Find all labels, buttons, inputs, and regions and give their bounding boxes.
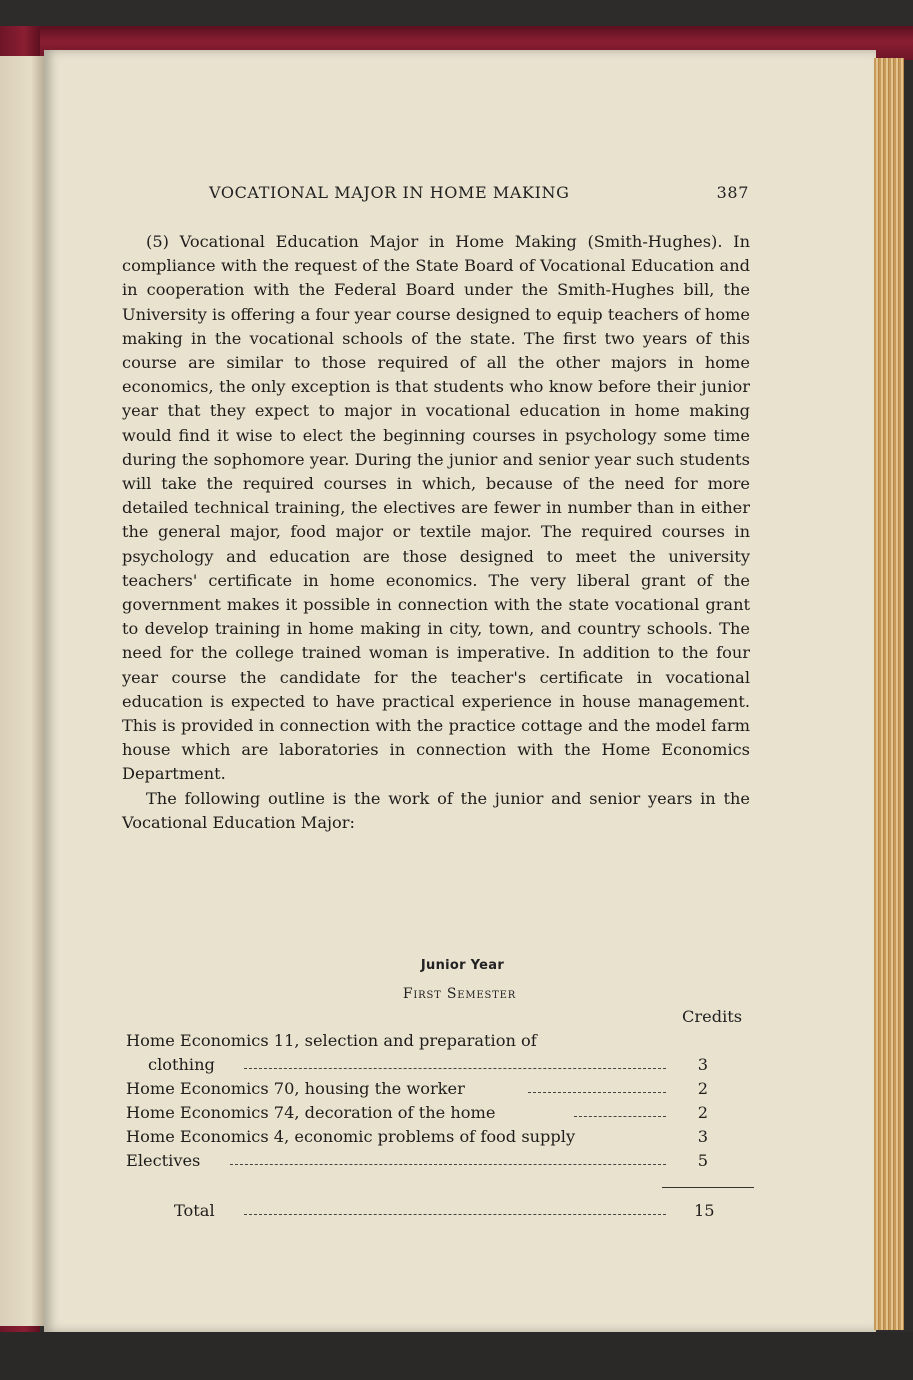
course-label: Home Economics 74, decoration of the home (126, 1103, 496, 1122)
course-row (126, 1127, 706, 1151)
course-credits: 3 (697, 1127, 708, 1146)
course-credits: 2 (697, 1103, 708, 1122)
course-row (126, 1031, 706, 1055)
page-edges (874, 58, 904, 1330)
background-bottom (0, 1332, 913, 1380)
paragraph-vocational-major: (5) Vocational Education Major in Home Making (Smith-Hughes). In compliance with the request of the State Board of Vocational Education and in cooperation with the Federal Board under the Smith-Hughes bill, the University is offering a four year course designed to equip teachers of home making in the vocational schools of the state. The first two years of this course are similar to those required of all the other majors in home economics, the only exception is that students who know before their junior year that they expect to major in vocational education in home making would find it wise to elect the beginning courses in psychology some time during the sophomore year. During the junior and senior year such students will take the required courses in which, because of the need for more detailed technical training, the electives are fewer in number than in either the general major, food major or textile major. The required courses in psychology and education are those designed to meet the university teachers' certificate in home economics. The very liberal grant of the government makes it possible in connection with the state vocational grant to develop training in home making in city, town, and country schools. The need for the college trained woman is imperative. In addition to the four year course the candidate for the teacher's certificate in vocational education is expected to have practical experience in house management. This is provided in connection with the practice cottage and the model farm house which are laboratories in connection with the Home Economics Department. (122, 232, 750, 784)
course-label-continued: clothing (148, 1055, 215, 1074)
paragraph-outline-intro: The following outline is the work of the junior and senior years in the Vocational Education Major: (122, 788, 750, 832)
course-label: Electives (126, 1151, 201, 1170)
leader-dots (528, 1092, 666, 1093)
total-row (126, 1201, 715, 1225)
credits-heading: Credits (682, 1007, 743, 1026)
course-label: Home Economics 70, housing the worker (126, 1079, 465, 1098)
course-credits: 3 (697, 1055, 708, 1074)
course-label: Home Economics 4, economic problems of food supply (126, 1127, 576, 1146)
body-text (122, 230, 750, 835)
running-header (209, 183, 749, 207)
course-row (126, 1103, 706, 1127)
course-credits: 5 (697, 1151, 708, 1170)
semester-heading: First Semester (402, 986, 517, 1002)
year-heading: Junior Year (420, 958, 505, 973)
total-credits: 15 (694, 1201, 715, 1220)
leader-dots (244, 1068, 666, 1069)
course-row (126, 1055, 706, 1079)
total-label: Total (174, 1201, 215, 1220)
leader-dots (574, 1116, 666, 1117)
leader-dots (244, 1214, 666, 1215)
course-credits: 2 (697, 1079, 708, 1098)
page-number: 387 (716, 183, 749, 202)
course-row (126, 1151, 706, 1175)
header-title: VOCATIONAL MAJOR IN HOME MAKING (209, 183, 570, 202)
course-label: Home Economics 11, selection and preparation of (126, 1031, 537, 1050)
total-rule (662, 1187, 754, 1188)
course-row (126, 1079, 706, 1103)
facing-page-edge (0, 56, 44, 1326)
leader-dots (230, 1164, 666, 1165)
